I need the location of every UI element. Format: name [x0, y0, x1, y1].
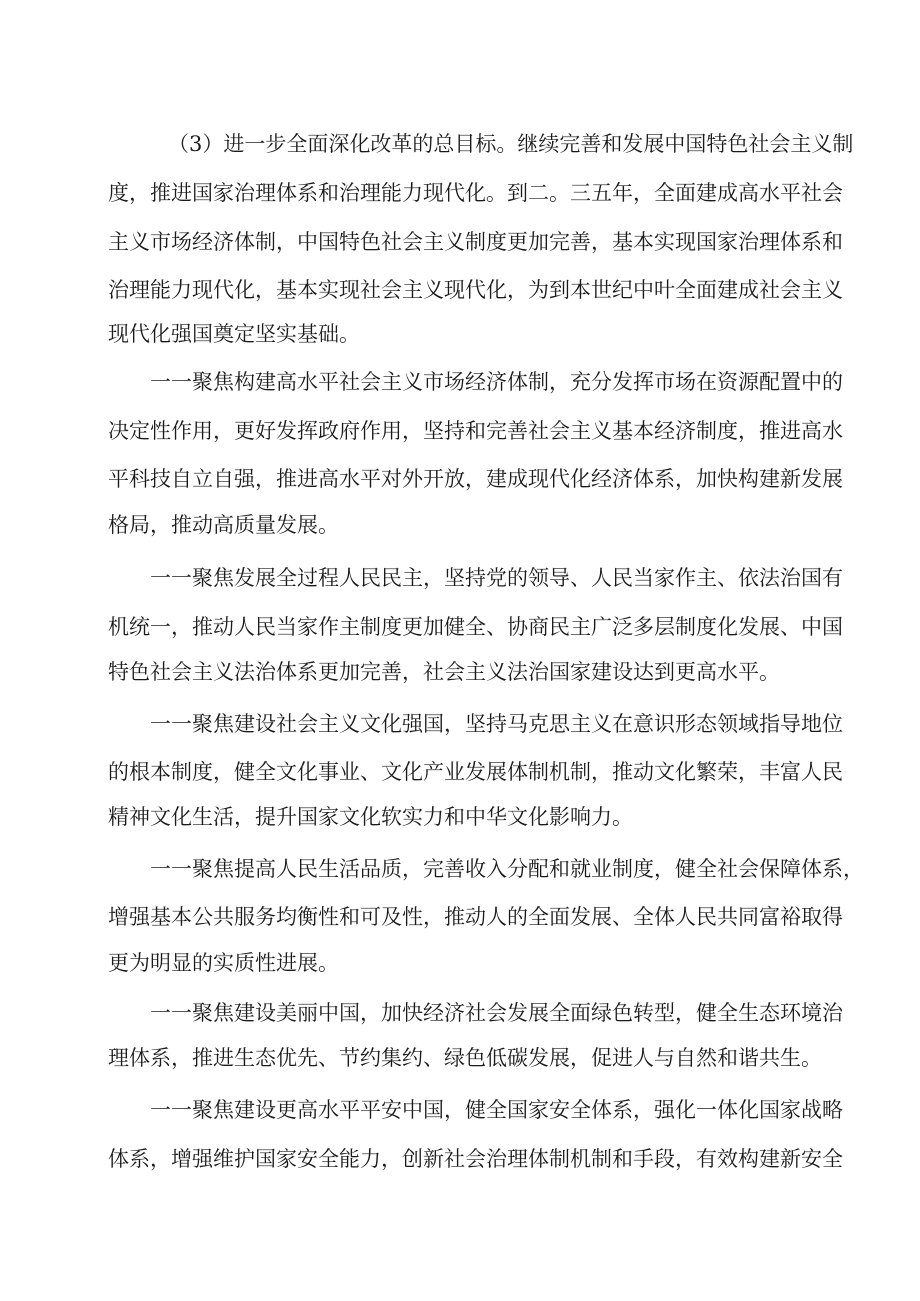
paragraph-line: 体系，增强维护国家安全能力，创新社会治理体制机制和手段，有效构建新安全	[108, 1147, 843, 1171]
paragraph-line: 一一聚焦建设社会主义文化强国，坚持马克思主义在意识形态领域指导地位	[150, 712, 843, 736]
paragraph-line: 增强基本公共服务均衡性和可及性，推动人的全面发展、全体人民共同富裕取得	[108, 905, 843, 929]
paragraph-line: 理体系，推进生态优先、节约集约、绿色低碳发展，促进人与自然和谐共生。	[108, 1046, 822, 1070]
paragraph-line: 现代化强国奠定坚实基础。	[108, 322, 360, 346]
paragraph-line: 精神文化生活，提升国家文化软实力和中华文化影响力。	[108, 805, 633, 829]
paragraph-line: 一一聚焦建设美丽中国，加快经济社会发展全面绿色转型，健全生态环境治	[150, 1001, 843, 1025]
paragraph-line: 格局，推动高质量发展。	[108, 513, 339, 537]
paragraph-line: 机统一，推动人民当家作主制度更加健全、协商民主广泛多层制度化发展、中国	[108, 615, 843, 639]
paragraph-line: 决定性作用，更好发挥政府作用，坚持和完善社会主义基本经济制度，推进高水	[108, 419, 843, 443]
paragraph-line: 特色社会主义法治体系更加完善，社会主义法治国家建设达到更高水平。	[108, 660, 780, 684]
paragraph-line: 治理能力现代化，基本实现社会主义现代化，为到本世纪中叶全面建成社会主义	[108, 278, 843, 302]
paragraph-line: （3）进一步全面深化改革的总目标。继续完善和发展中国特色社会主义制	[168, 132, 854, 156]
paragraph-line: 平科技自立自强，推进高水平对外开放，建成现代化经济体系，加快构建新发展	[108, 467, 843, 491]
paragraph-line: 的根本制度，健全文化事业、文化产业发展体制机制，推动文化繁荣，丰富人民	[108, 760, 843, 784]
paragraph-line: 一一聚焦发展全过程人民民主，坚持党的领导、人民当家作主、依法治国有	[150, 566, 843, 590]
paragraph-line: 更为明显的实质性进展。	[108, 951, 339, 975]
paragraph-line: 度，推进国家治理体系和治理能力现代化。到二。三五年，全面建成高水平社会	[108, 181, 843, 205]
paragraph-line: 一一聚焦构建高水平社会主义市场经济体制，充分发挥市场在资源配置中的	[150, 370, 843, 394]
paragraph-line: 一一聚焦提高人民生活品质，完善收入分配和就业制度，健全社会保障体系，	[150, 857, 864, 881]
paragraph-line: 一一聚焦建设更高水平平安中国，健全国家安全体系，强化一体化国家战略	[150, 1098, 843, 1122]
paragraph-line: 主义市场经济体制，中国特色社会主义制度更加完善，基本实现国家治理体系和	[108, 230, 843, 254]
